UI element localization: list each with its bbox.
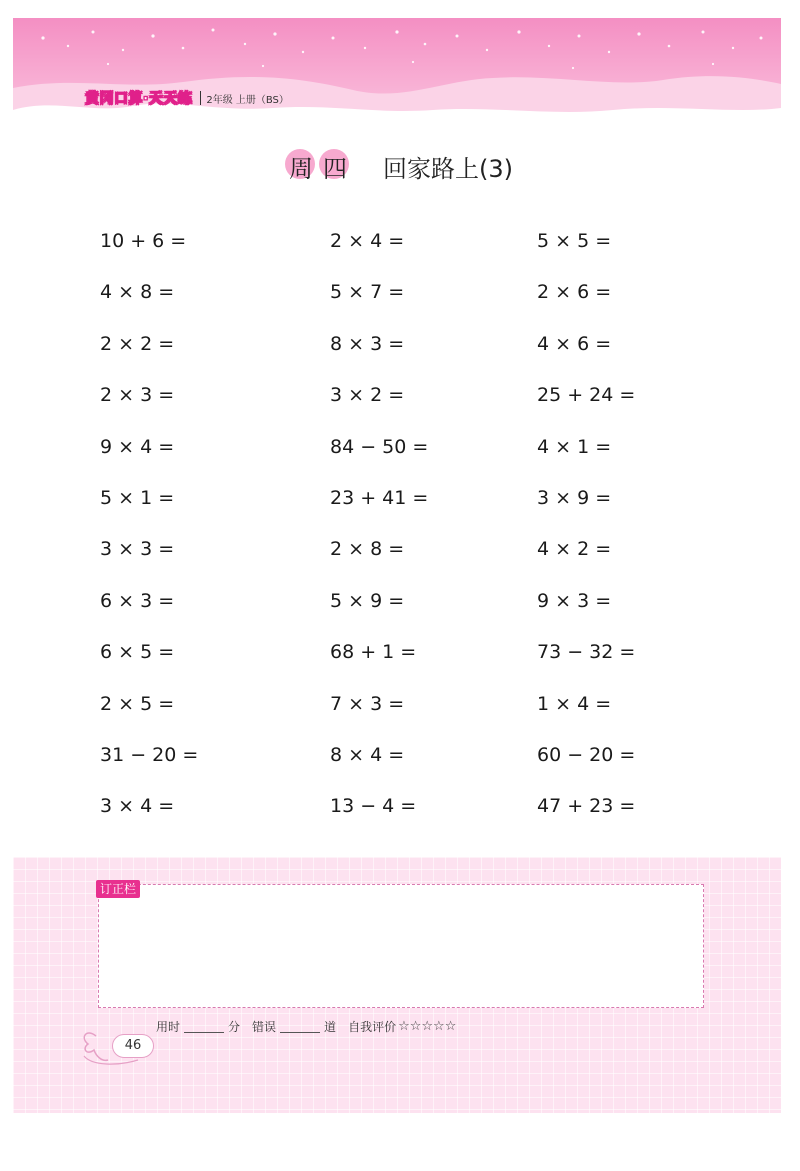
footer-stats bbox=[156, 1018, 456, 1035]
page-number-area bbox=[78, 1026, 160, 1066]
problem-item: 9 × 4 = bbox=[100, 435, 175, 458]
problem-row bbox=[0, 479, 800, 530]
problem-item: 5 × 9 = bbox=[330, 589, 405, 612]
problem-row bbox=[0, 222, 800, 273]
errors-label: 错误 bbox=[252, 1020, 277, 1034]
problem-row bbox=[0, 376, 800, 427]
problem-item: 3 × 4 = bbox=[100, 795, 175, 818]
correction-label: 订正栏 bbox=[96, 880, 140, 898]
problem-item: 60 − 20 = bbox=[537, 743, 636, 766]
problem-item: 3 × 9 = bbox=[537, 486, 612, 509]
brand-name: 黄冈口算·天天练 bbox=[85, 91, 193, 107]
problem-item: 9 × 3 = bbox=[537, 589, 612, 612]
problem-item: 68 + 1 = bbox=[330, 641, 417, 664]
problem-row bbox=[0, 685, 800, 736]
problem-item: 73 − 32 = bbox=[537, 641, 636, 664]
brand-area bbox=[85, 88, 289, 108]
problem-row bbox=[0, 633, 800, 684]
problem-item: 5 × 1 = bbox=[100, 486, 175, 509]
problem-item: 47 + 23 = bbox=[537, 795, 636, 818]
errors-blank[interactable] bbox=[280, 1020, 320, 1033]
brand-separator bbox=[200, 91, 201, 105]
star-rating[interactable]: ☆☆☆☆☆ bbox=[398, 1019, 457, 1034]
problem-row bbox=[0, 530, 800, 581]
lesson-title: 回家路上(3) bbox=[383, 154, 513, 183]
problem-item: 8 × 4 = bbox=[330, 743, 405, 766]
problem-item: 4 × 6 = bbox=[537, 332, 612, 355]
problem-row bbox=[0, 325, 800, 376]
book-info: 2年级 上册（BS） bbox=[206, 94, 289, 106]
problem-item: 25 + 24 = bbox=[537, 384, 636, 407]
day-badge bbox=[287, 149, 357, 184]
problem-item: 2 × 2 = bbox=[100, 332, 175, 355]
self-eval-label: 自我评价 bbox=[348, 1020, 397, 1034]
problem-item: 7 × 3 = bbox=[330, 692, 405, 715]
problem-item: 6 × 5 = bbox=[100, 641, 175, 664]
problem-item: 4 × 2 = bbox=[537, 538, 612, 561]
problem-row bbox=[0, 428, 800, 479]
problem-item: 2 × 4 = bbox=[330, 230, 405, 252]
problem-item: 10 + 6 = bbox=[100, 230, 187, 252]
problems-grid bbox=[0, 222, 800, 839]
problem-item: 8 × 3 = bbox=[330, 332, 405, 355]
problem-row bbox=[0, 787, 800, 838]
problem-item: 6 × 3 = bbox=[100, 589, 175, 612]
time-label: 用时 bbox=[156, 1020, 181, 1034]
problem-item: 2 × 5 = bbox=[100, 692, 175, 715]
minute-unit: 分 bbox=[228, 1020, 241, 1034]
problem-item: 3 × 3 = bbox=[100, 538, 175, 561]
problem-item: 23 + 41 = bbox=[330, 486, 429, 509]
problem-row bbox=[0, 582, 800, 633]
problem-row bbox=[0, 736, 800, 787]
page-number: 46 bbox=[112, 1034, 154, 1058]
correction-box[interactable] bbox=[98, 884, 704, 1008]
header-cloud-banner bbox=[13, 18, 781, 130]
problem-item: 4 × 8 = bbox=[100, 281, 175, 304]
problem-item: 2 × 3 = bbox=[100, 384, 175, 407]
page-title bbox=[0, 146, 800, 186]
problem-item: 84 − 50 = bbox=[330, 435, 429, 458]
problem-item: 2 × 6 = bbox=[537, 281, 612, 304]
problem-item: 1 × 4 = bbox=[537, 692, 612, 715]
problem-item: 4 × 1 = bbox=[537, 435, 612, 458]
page-header bbox=[13, 18, 781, 130]
problem-item: 13 − 4 = bbox=[330, 795, 417, 818]
problem-item: 2 × 8 = bbox=[330, 538, 405, 561]
problem-item: 31 − 20 = bbox=[100, 743, 199, 766]
day-label: 周四 bbox=[289, 154, 357, 183]
problem-item: 3 × 2 = bbox=[330, 384, 405, 407]
problem-item: 5 × 7 = bbox=[330, 281, 405, 304]
time-blank[interactable] bbox=[184, 1020, 224, 1033]
problem-item: 5 × 5 = bbox=[537, 230, 612, 252]
errors-unit: 道 bbox=[324, 1020, 337, 1034]
problem-row bbox=[0, 273, 800, 324]
